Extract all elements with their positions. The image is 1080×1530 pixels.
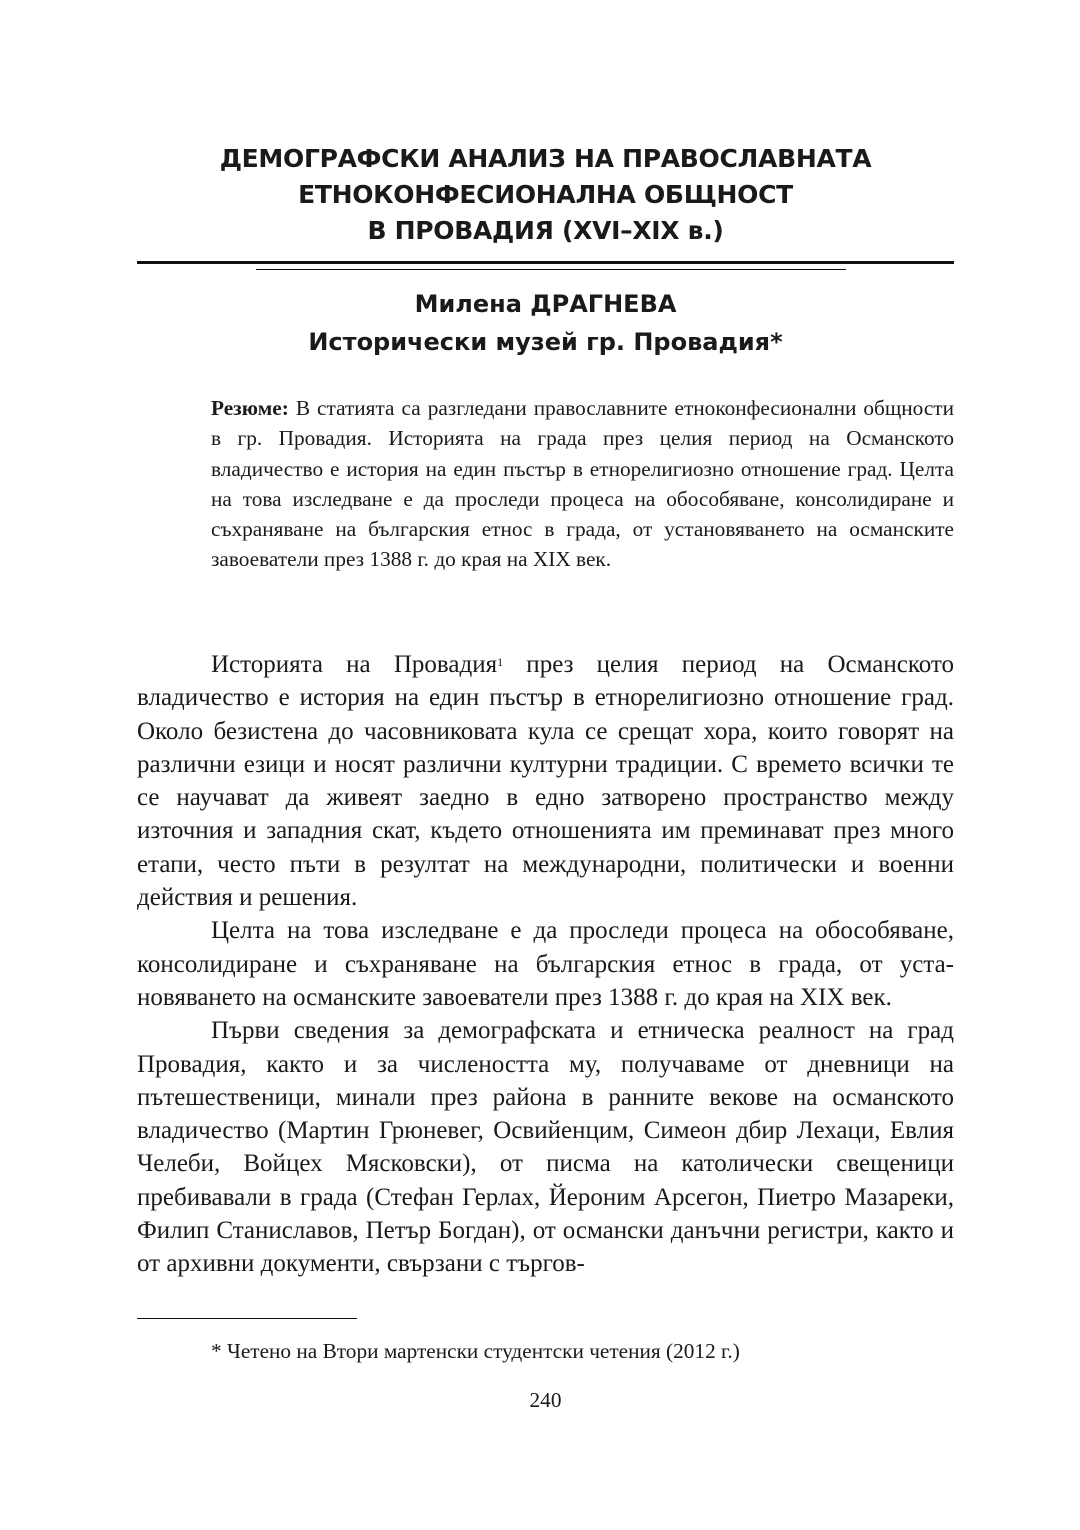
title-line-3: В ПРОВАДИЯ (XVI–XIX в.) (367, 216, 724, 245)
title-line-1: ДЕМОГРАФСКИ АНАЛИЗ НА ПРАВОСЛАВНАТА (219, 144, 872, 173)
body-paragraph-1 (137, 648, 954, 914)
article-body (137, 648, 954, 1281)
title-rule-thick (137, 261, 954, 264)
article-title (137, 141, 954, 249)
footnote-marker[interactable]: 1 (497, 655, 504, 669)
author-affiliation: Исторически музей гр. Провадия* (308, 328, 783, 356)
paragraph-1-start: Историята на Провадия (211, 651, 498, 678)
author-name: Милена ДРАГНЕВА (414, 290, 677, 318)
title-rule-thin (256, 269, 846, 270)
abstract-label: Резюме: (211, 396, 289, 420)
page-number: 240 (529, 1388, 562, 1412)
author-block (137, 285, 954, 361)
footnote-separator (137, 1318, 357, 1319)
body-paragraph-2: Целта на това изследване е да проследи процеса на обособяване, консолидиране и съхраняване на българския етнос в града, от установяването на османските завоеватели през 1388 г. до края на XIX век. (137, 917, 954, 1011)
abstract-text: В статията са разгледани православните етноконфесионални общности в гр. Провадия. Историята на града през целия период на Османското владичество е история на един пъстър в етнорелигиозно отношение град. Целта на това изследване е да проследи процеса на обособяване, консолидиране и съхраняване на българския етнос в града, от установяването на османските завоеватели през 1388 г. до края на XIX век. (211, 396, 954, 572)
title-line-2: ЕТНОКОНФЕСИОНАЛНА ОБЩНОСТ (298, 180, 793, 209)
body-paragraph-3: Първи сведения за демографската и етническа реалност на град Провадия, както и за числеността му, получаваме от дневници на пътешественици, минали през района в ранните векове на османското владичество (Мартин Грюневег, Освийенцим, Симеон дбир Лехаци, Евлия Челеби, Войцех Мясковски), от писма на католически свещеници пребивавали в града (Стефан Герлах, Йероним Арсегон, Пиетро Мазареки, Филип Станиславов, Петър Богдан), от османски данъчни регистри, както и от архивни документи, свързани с търгов- (137, 1017, 954, 1278)
abstract (211, 393, 954, 575)
paragraph-1-rest: през целия период на Османското владичество е история на един пъстър в етнорелигиозно отношение град. Около безистена до часовниковата кула се срещат хора, които говорят на различни езици и носят различни културни традиции. С времето всички те се научават да живеят заедно в едно затворено пространство между източния и западния скат, където отношенията им преминават през много етапи, често пъти в резултат на международни, политически и военни действия и решения. (137, 651, 955, 912)
footnote: * Четено на Втори мартенски студентски четения (2012 г.) (211, 1339, 740, 1363)
